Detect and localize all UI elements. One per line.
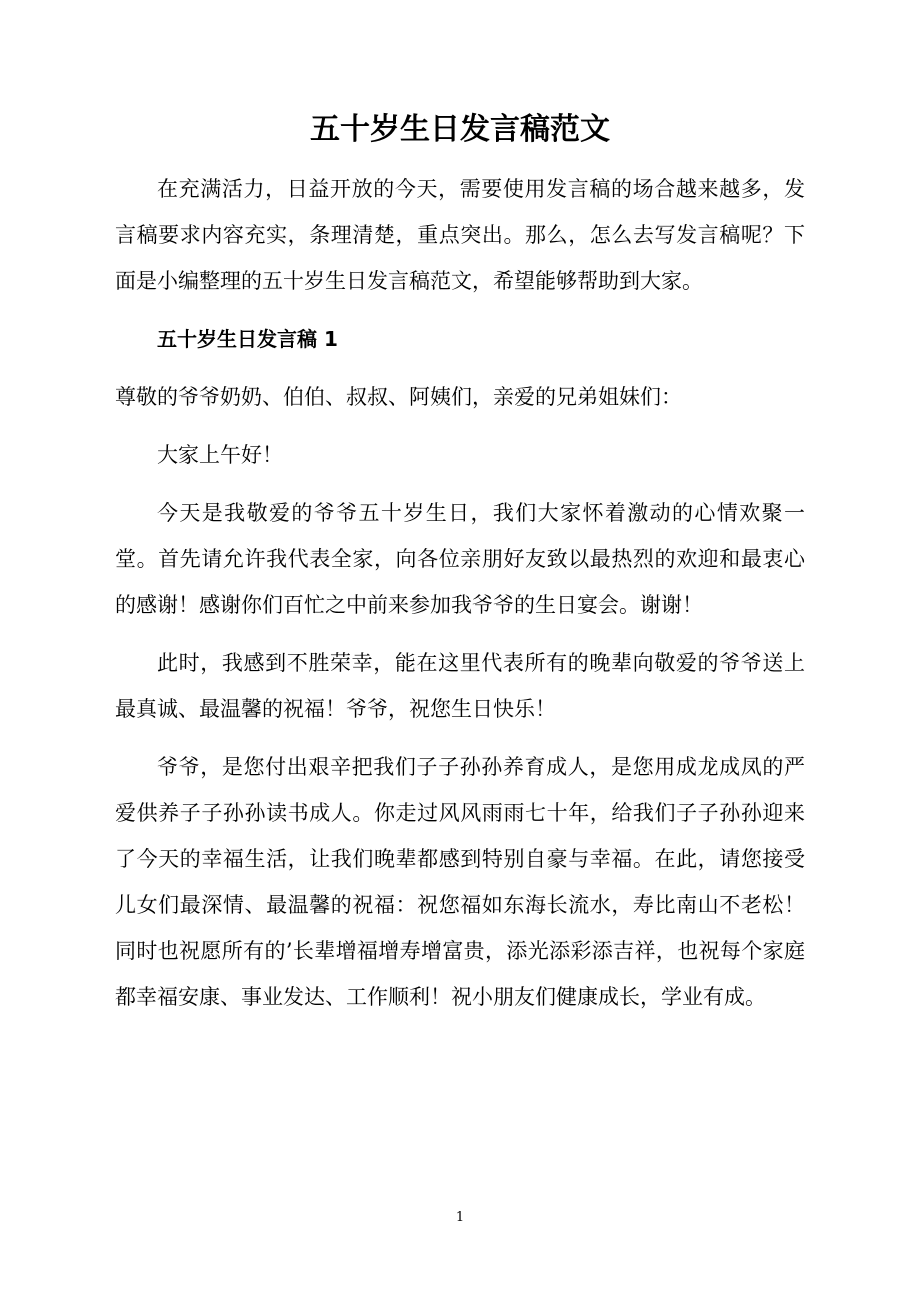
- document-body: [115, 166, 805, 1020]
- document-title: 五十岁生日发言稿范文: [310, 112, 610, 147]
- body-paragraph-1: 今天是我敬爱的爷爷五十岁生日，我们大家怀着激动的心情欢聚一堂。首先请允许我代表全家，向各位亲朋好友致以最热烈的欢迎和最衷心的感谢！感谢你们百忙之中前来参加我爷爷的生日宴会。谢谢！: [115, 501, 805, 617]
- intro-paragraph: 在充满活力，日益开放的今天，需要使用发言稿的场合越来越多，发言稿要求内容充实，条理清楚，重点突出。那么，怎么去写发言稿呢？下面是小编整理的五十岁生日发言稿范文，希望能够帮助到大家。: [115, 177, 805, 293]
- body-paragraph-2: 此时，我感到不胜荣幸，能在这里代表所有的晚辈向敬爱的爷爷送上最真诚、最温馨的祝福！爷爷，祝您生日快乐！: [115, 651, 805, 721]
- body-paragraph-3: 爷爷，是您付出艰辛把我们子子孙孙养育成人，是您用成龙成凤的严爱供养子子孙孙读书成人。你走过风风雨雨七十年，给我们子子孙孙迎来了今天的幸福生活，让我们晚辈都感到特别自豪与幸福。在此，请您接受儿女们最深情、最温馨的祝福：祝您福如东海长流水，寿比南山不老松！同时也祝愿所有的’长辈增福增寿增富贵，添光添彩添吉祥，也祝每个家庭都幸福安康、事业发达、工作顺利！祝小朋友们健康成长，学业有成。: [115, 755, 805, 1009]
- greeting: 大家上午好！: [157, 443, 283, 467]
- page-number: 1: [455, 1210, 465, 1225]
- salutation: 尊敬的爷爷奶奶、伯伯、叔叔、阿姨们，亲爱的兄弟姐妹们：: [115, 385, 682, 409]
- section-heading: 五十岁生日发言稿 1: [157, 327, 338, 351]
